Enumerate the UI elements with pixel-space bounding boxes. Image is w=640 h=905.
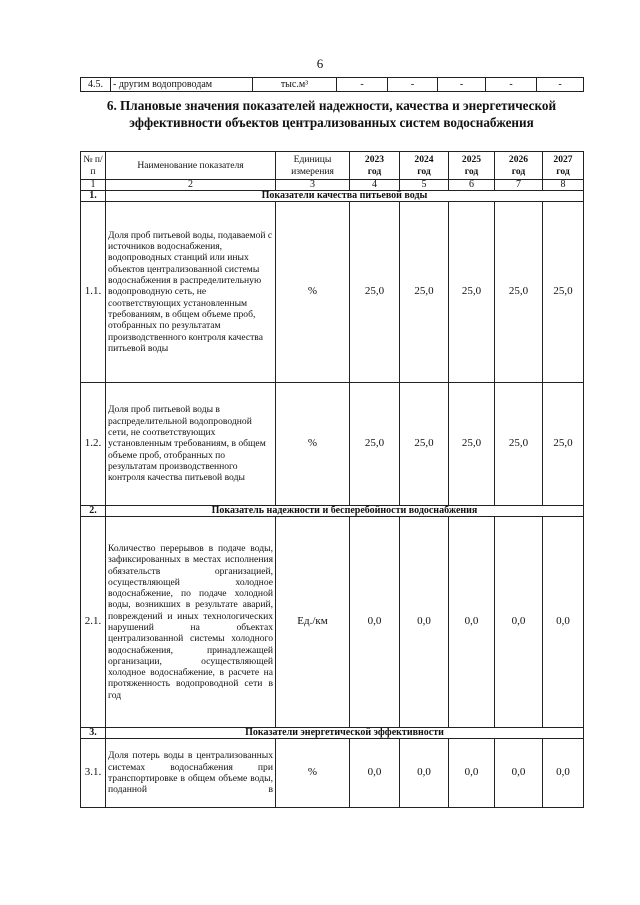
row-number: 4.5. [81,78,111,92]
indicator-name: Доля проб питьевой воды, подаваемой с источников водоснабжения, водопроводных станций или иных объектов централизованной системы водоснабжения в распределительную водопроводную сеть, не соответствующих установленным требованиям, в общем объеме проб, отобранных по результатам производственного контроля качества питьевой воды [106,202,276,383]
indicator-name: Доля потерь воды в централизованных системах водоснабжения при транспортировке в общем объеме воды, поданной в [106,739,276,808]
section-row [81,506,584,517]
indicator-value: 25,0 [543,202,584,383]
row-value: - [388,78,438,92]
row-number: 1.1. [81,202,106,383]
indicator-value: 0,0 [400,739,449,808]
row-value: - [486,78,537,92]
column-number: 1 [81,180,106,191]
table-row [81,78,584,92]
row-value: - [537,78,584,92]
section-title: Показатели качества питьевой воды [106,191,584,202]
indicator-value: 0,0 [449,739,495,808]
indicator-value: 25,0 [495,202,543,383]
column-number: 2 [106,180,276,191]
row-unit: тыс.м³ [253,78,337,92]
section-title: Показатели энергетической эффективности [106,728,584,739]
indicator-value: 25,0 [495,383,543,506]
header-year: 2023 год [350,152,400,180]
page-number: 6 [316,56,324,71]
row-number: 3.1. [81,739,106,808]
table-row [81,202,584,383]
header-year: 2026 год [495,152,543,180]
table-row [81,739,584,808]
indicator-value: 25,0 [449,202,495,383]
indicator-value: 25,0 [400,383,449,506]
section-number: 3. [81,728,106,739]
indicator-value: 0,0 [449,517,495,728]
indicator-value: 0,0 [350,739,400,808]
column-number: 8 [543,180,584,191]
indicator-value: 25,0 [449,383,495,506]
row-value: - [438,78,486,92]
indicator-value: 0,0 [543,739,584,808]
indicator-value: 25,0 [400,202,449,383]
column-number: 3 [276,180,350,191]
indicator-value: 0,0 [350,517,400,728]
indicator-value: 0,0 [495,739,543,808]
section-heading: 6. Плановые значения показателей надежности, качества и энергетической эффективности объектов централизованных систем водоснабжения [106,98,557,130]
table-row [81,517,584,728]
indicator-unit: % [276,383,350,506]
indicator-name: Доля проб питьевой воды в распределительной водопроводной сети, не соответствующих установленным требованиям, в общем объеме проб, отобранных по результатам производственного контроля качества питьевой воды [106,383,276,506]
section-number: 2. [81,506,106,517]
header-year: 2025 год [449,152,495,180]
indicator-value: 0,0 [400,517,449,728]
indicator-unit: % [276,739,350,808]
indicator-unit: Ед./км [276,517,350,728]
indicator-value: 25,0 [350,202,400,383]
row-number: 1.2. [81,383,106,506]
indicator-value: 0,0 [495,517,543,728]
row-label: - другим водопроводам [111,78,253,92]
header-num: № п/п [81,152,106,180]
row-number: 2.1. [81,517,106,728]
indicator-unit: % [276,202,350,383]
column-number: 5 [400,180,449,191]
indicator-value: 25,0 [350,383,400,506]
column-number: 7 [495,180,543,191]
column-number: 6 [449,180,495,191]
header-row [81,152,584,180]
header-name: Наименование показателя [106,152,276,180]
section-number: 1. [81,191,106,202]
section-row [81,191,584,202]
continuation-table [80,77,584,92]
column-number: 4 [350,180,400,191]
indicator-value: 25,0 [543,383,584,506]
header-year: 2024 год [400,152,449,180]
indicators-table [80,151,584,808]
header-year: 2027 год [543,152,584,180]
section-title: Показатель надежности и бесперебойности водоснабжения [106,506,584,517]
column-number-row [81,180,584,191]
header-unit: Единицы измерения [276,152,350,180]
table-row [81,383,584,506]
indicator-name: Количество перерывов в подаче воды, зафиксированных в местах исполнения обязательств организацией, осуществляющей холодное водоснабжение, по подаче холодной воды, возникших в результате аварий, повреждений и иных технологических нарушений на объектах централизованной системы холодного водоснабжения, принадлежащей организации, осуществляющей холодное водоснабжение, в расчете на протяженность водопроводной сети в год [106,517,276,728]
section-row [81,728,584,739]
row-value: - [337,78,388,92]
indicator-value: 0,0 [543,517,584,728]
